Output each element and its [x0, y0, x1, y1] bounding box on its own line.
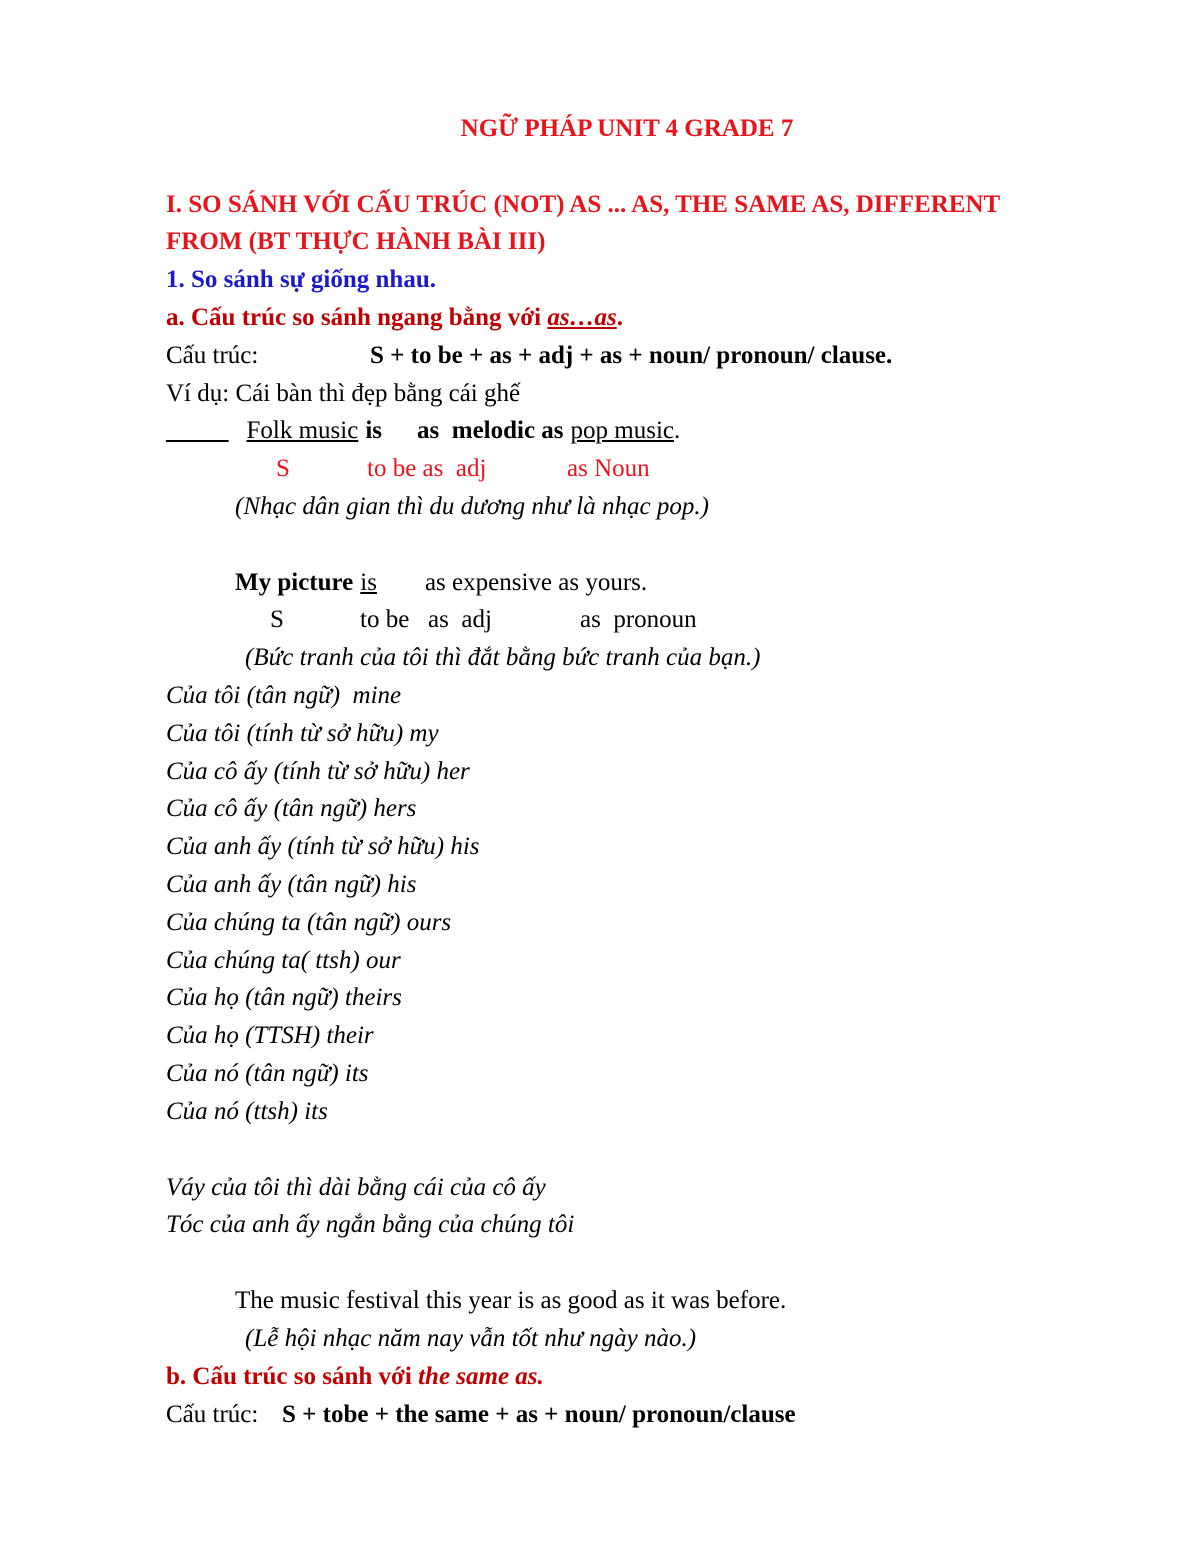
part-b-heading-text: b. Cấu trúc so sánh với	[166, 1363, 419, 1390]
part-b-heading	[166, 1362, 544, 1392]
example-2-rest: as expensive as yours.	[424, 569, 648, 596]
pronoun-list-item: Của anh ấy (tính từ sở hữu) his	[166, 833, 480, 860]
pronoun-list-item: Của chúng ta (tân ngữ) ours	[166, 909, 452, 936]
example-2-tag-tobe: to be as adj	[360, 606, 492, 633]
example-2-translation: (Bức tranh của tôi thì đắt bằng bức tranh của bạn.)	[245, 644, 761, 671]
part-b-structure-label: Cấu trúc:	[166, 1401, 259, 1428]
example-2-sentence	[235, 568, 647, 598]
document-title: NGỮ PHÁP UNIT 4 GRADE 7	[460, 115, 794, 142]
example-1-object: pop music	[570, 417, 675, 444]
example-1-blank: _____	[166, 417, 229, 444]
structure-formula: S + to be + as + adj + as + noun/ pronoun/ clause.	[370, 342, 893, 369]
pronoun-list-item: Của nó (ttsh) its	[166, 1098, 328, 1125]
example-1-translation: (Nhạc dân gian thì du dương như là nhạc pop.)	[235, 493, 709, 520]
part-a-heading	[166, 303, 623, 333]
pronoun-list-item: Của cô ấy (tính từ sở hữu) her	[166, 758, 470, 785]
example-1-adjective: as melodic as	[417, 417, 564, 444]
example-1-period: .	[674, 417, 681, 444]
part-a-heading-period: .	[616, 304, 624, 331]
example-2-subject: My picture	[235, 569, 354, 596]
section-heading-line-1: I. SO SÁNH VỚI CẤU TRÚC (NOT) AS ... AS, THE SAME AS, DIFFERENT	[166, 191, 1001, 218]
pronoun-list-item: Của tôi (tính từ sở hữu) my	[166, 720, 439, 747]
subsection-heading-similarity: 1. So sánh sự giống nhau.	[166, 266, 436, 293]
pronoun-list-item: Của tôi (tân ngữ) mine	[166, 682, 402, 709]
example-3-translation: (Lễ hội nhạc năm nay vẫn tốt như ngày nào.)	[245, 1325, 697, 1352]
pronoun-list-item: Của anh ấy (tân ngữ) his	[166, 871, 417, 898]
example-1-sentence	[166, 416, 680, 446]
pronoun-list-item: Của họ (tân ngữ) theirs	[166, 984, 402, 1011]
part-b-heading-emphasis: the same as.	[418, 1363, 544, 1390]
example-1-tag-subject: S	[276, 455, 290, 482]
part-b-structure-formula: S + tobe + the same + as + noun/ pronoun/clause	[282, 1401, 796, 1428]
pronoun-list-item: Của chúng ta( ttsh) our	[166, 947, 401, 974]
section-heading-line-2: FROM (BT THỰC HÀNH BÀI III)	[166, 228, 546, 255]
structure-label: Cấu trúc:	[166, 342, 259, 369]
example-1-tag-tobe: to be as adj	[367, 455, 487, 482]
pronoun-list-item: Của họ (TTSH) their	[166, 1022, 374, 1049]
example-label: Ví dụ: Cái bàn thì đẹp bằng cái ghế	[166, 380, 521, 407]
example-1-tag-noun: as Noun	[567, 455, 650, 482]
part-a-heading-text: a. Cấu trúc so sánh ngang bằng với	[166, 304, 548, 331]
example-2-tag-pronoun: as pronoun	[580, 606, 697, 633]
exercise-line: Tóc của anh ấy ngắn bằng của chúng tôi	[166, 1211, 575, 1238]
pronoun-list-item: Của nó (tân ngữ) its	[166, 1060, 369, 1087]
example-2-tag-subject: S	[270, 606, 284, 633]
exercise-line: Váy của tôi thì dài bằng cái của cô ấy	[166, 1174, 546, 1201]
example-1-verb: is	[365, 417, 383, 444]
pronoun-list-item: Của cô ấy (tân ngữ) hers	[166, 795, 417, 822]
example-3-sentence: The music festival this year is as good as it was before.	[235, 1287, 787, 1314]
example-2-verb: is	[360, 569, 377, 596]
part-a-heading-emphasis: as…as	[547, 304, 617, 331]
example-1-subject: Folk music	[246, 417, 359, 444]
